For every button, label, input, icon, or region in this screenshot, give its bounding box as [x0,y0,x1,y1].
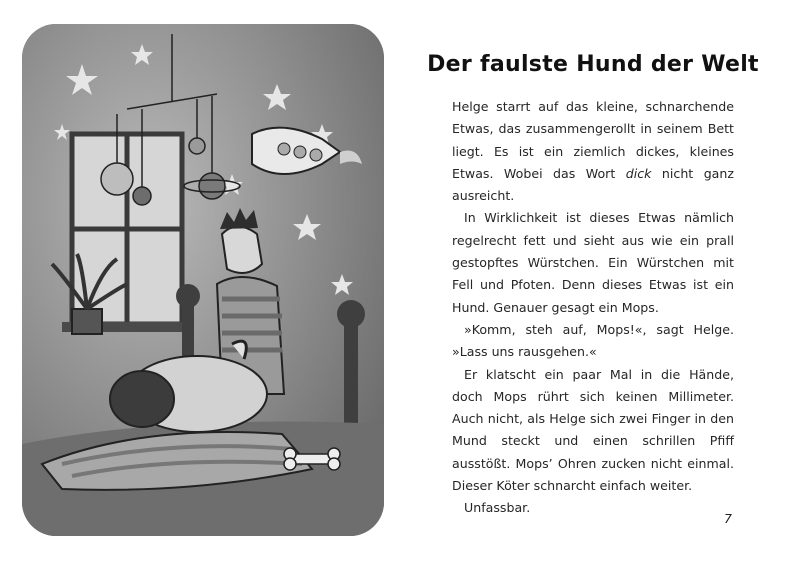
chapter-title: Der faulste Hund der Welt [427,52,759,77]
bedroom-scene-illustration [22,24,384,536]
emphasized-word: dick [625,165,652,181]
paragraph-4: Er klatscht ein paar Mal in die Hände, doch Mops rührt sich keinen Millimeter. Auch nicht, als Helge sich zwei Finger in den Mund steckt und einen schrillen Pfiff ausstößt. Mops’ Ohren zucken nicht einmal. Dieser Köter schnarcht einfach weiter. [452,366,734,494]
paragraph-1: Helge starrt auf das kleine, schnarchende Etwas, das zusammengerollt in seinem Bett liegt. Es ist ein ziemlich dickes, kleines Etwas. Wobei das Wort dick nicht ganz ausreicht. [452,99,734,204]
chapter-illustration [22,24,384,536]
paragraph-2: In Wirklichkeit ist dieses Etwas nämlich regelrecht fett und sieht aus wie ein prall gestopftes Würstchen. Ein Würstchen mit Fell und Pfoten. Denn dieses Etwas ist ein Hund. Genauer gesagt ein Mops. [452,210,734,315]
page-number: 7 [724,511,732,526]
paragraph-3: »Komm, steh auf, Mops!«, sagt Helge. »Lass uns rausgehen.« [452,321,734,360]
bed [22,422,384,537]
paragraph-5: Unfassbar. [464,500,531,516]
body-text [452,96,734,520]
